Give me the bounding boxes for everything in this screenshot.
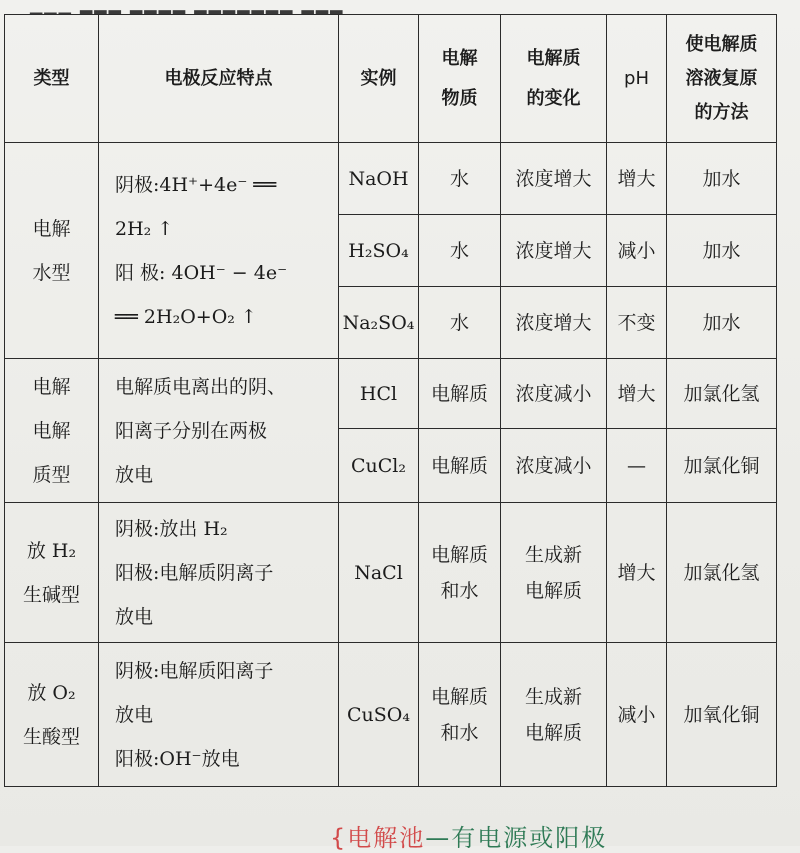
- example-cell: CuCl₂: [339, 429, 419, 503]
- header-restore: 使电解质 溶液复原 的方法: [667, 15, 777, 143]
- substance-cell: 电解质: [419, 359, 501, 429]
- header-ph: pH: [607, 15, 667, 143]
- change-cell: 浓度增大: [501, 143, 607, 215]
- example-cell: H₂SO₄: [339, 215, 419, 287]
- example-cell: Na₂SO₄: [339, 287, 419, 359]
- substance-cell: 水: [419, 143, 501, 215]
- handwritten-note: {电解池—有电源或阳极: [330, 824, 608, 852]
- change-cell: 浓度增大: [501, 215, 607, 287]
- table-row: [5, 503, 777, 643]
- table-row: [5, 143, 777, 215]
- restore-cell: 加氯化氢: [667, 359, 777, 429]
- header-change: 电解质 的变化: [501, 15, 607, 143]
- restore-cell: 加水: [667, 215, 777, 287]
- ph-cell: 减小: [607, 215, 667, 287]
- header-substance: 电解 物质: [419, 15, 501, 143]
- table-row: [5, 359, 777, 429]
- ph-cell: 增大: [607, 359, 667, 429]
- feature-cell: 阴极:4H⁺+4e⁻ ══ 2H₂ ↑ 阳 极: 4OH⁻ − 4e⁻ ══ 2H₂O+O₂ ↑: [99, 143, 339, 359]
- example-cell: CuSO₄: [339, 643, 419, 787]
- type-cell: 电解 水型: [5, 143, 99, 359]
- table-row: [5, 643, 777, 787]
- feature-cell: 电解质电离出的阴、 阳离子分别在两极 放电: [99, 359, 339, 503]
- ph-cell: 增大: [607, 143, 667, 215]
- substance-cell: 电解质 和水: [419, 643, 501, 787]
- change-cell: 生成新 电解质: [501, 503, 607, 643]
- type-cell: 放 H₂ 生碱型: [5, 503, 99, 643]
- header-example: 实例: [339, 15, 419, 143]
- change-cell: 生成新 电解质: [501, 643, 607, 787]
- header-row: [5, 15, 777, 143]
- substance-cell: 电解质 和水: [419, 503, 501, 643]
- restore-cell: 加氧化铜: [667, 643, 777, 787]
- restore-cell: 加氯化氢: [667, 503, 777, 643]
- restore-cell: 加氯化铜: [667, 429, 777, 503]
- ph-cell: 增大: [607, 503, 667, 643]
- substance-cell: 水: [419, 287, 501, 359]
- header-feature: 电极反应特点: [99, 15, 339, 143]
- example-cell: NaCl: [339, 503, 419, 643]
- example-cell: NaOH: [339, 143, 419, 215]
- cropped-header-strip: ▁▁▁ ▂▂▂ ▂▂▂▂ ▂▂▂▂▂▂▂ ▂▂▂: [30, 0, 345, 14]
- ph-cell: 减小: [607, 643, 667, 787]
- change-cell: 浓度减小: [501, 429, 607, 503]
- change-cell: 浓度减小: [501, 359, 607, 429]
- substance-cell: 电解质: [419, 429, 501, 503]
- electrolysis-table: [4, 14, 777, 787]
- ph-cell: —: [607, 429, 667, 503]
- type-cell: 放 O₂ 生酸型: [5, 643, 99, 787]
- feature-cell: 阴极:电解质阳离子 放电 阳极:OH⁻放电: [99, 643, 339, 787]
- example-cell: HCl: [339, 359, 419, 429]
- type-cell: 电解 电解 质型: [5, 359, 99, 503]
- restore-cell: 加水: [667, 287, 777, 359]
- feature-cell: 阴极:放出 H₂ 阳极:电解质阴离子 放电: [99, 503, 339, 643]
- change-cell: 浓度增大: [501, 287, 607, 359]
- restore-cell: 加水: [667, 143, 777, 215]
- header-type: 类型: [5, 15, 99, 143]
- substance-cell: 水: [419, 215, 501, 287]
- ph-cell: 不变: [607, 287, 667, 359]
